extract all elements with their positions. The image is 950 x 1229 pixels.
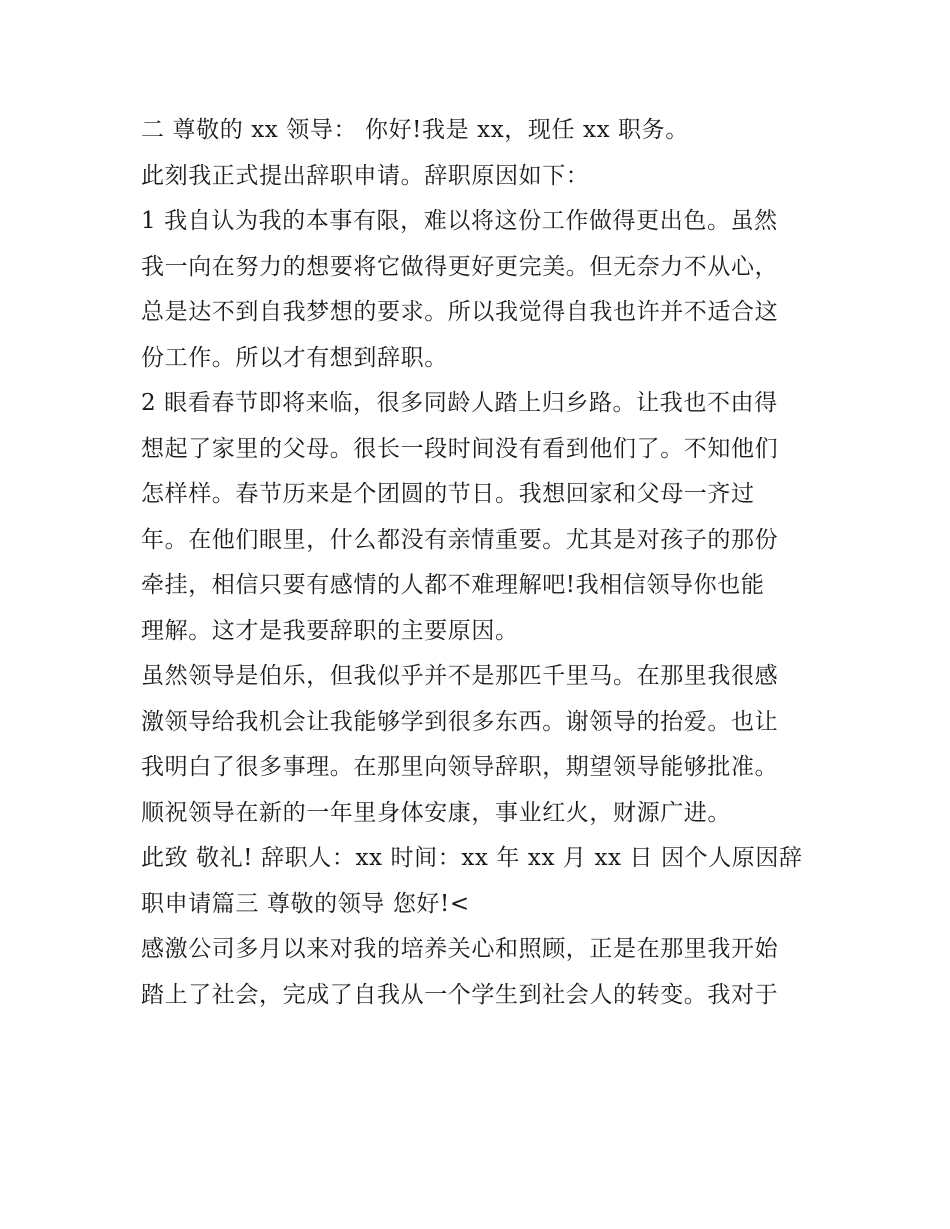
text-line: 怎样样。春节历来是个团圆的节日。我想回家和父母一齐过 [141, 481, 755, 507]
text-line: 二 尊敬的 xx 领导： 你好!我是 xx，现任 xx 职务。 [141, 117, 689, 143]
text-line: 虽然领导是伯乐，但我似乎并不是那匹千里马。在那里我很感 [141, 663, 779, 689]
text-line: 顺祝领导在新的一年里身体安康，事业红火，财源广进。 [141, 799, 731, 826]
text-line: 理解。这才是我要辞职的主要原因。 [141, 617, 519, 644]
text-line: 此致 敬礼! 辞职人：xx 时间：xx 年 xx 月 xx 日 因个人原因辞 [141, 845, 803, 871]
text-line: 职申请篇三 尊敬的领导 您好!< [141, 890, 470, 917]
text-line: 我一向在努力的想要将它做得更好更完美。但无奈力不从心， [141, 253, 779, 280]
text-line: 踏上了社会，完成了自我从一个学生到社会人的转变。我对于 [141, 981, 779, 1008]
text-line: 想起了家里的父母。很长一段时间没有看到他们了。不知他们 [141, 435, 779, 462]
text-line: 激领导给我机会让我能够学到很多东西。谢领导的抬爱。也让 [141, 708, 779, 735]
text-line: 总是达不到自我梦想的要求。所以我觉得自我也许并不适合这 [141, 299, 779, 325]
text-line: 年。在他们眼里，什么都没有亲情重要。尤其是对孩子的那份 [141, 526, 779, 553]
text-line: 此刻我正式提出辞职申请。辞职原因如下： [141, 162, 590, 189]
text-line: 份工作。所以才有想到辞职。 [141, 344, 448, 371]
text-line: 2 眼看春节即将来临，很多同龄人踏上归乡路。让我也不由得 [141, 390, 778, 416]
text-line: 我明白了很多事理。在那里向领导辞职，期望领导能够批准。 [141, 754, 779, 780]
text-line: 牵挂，相信只要有感情的人都不难理解吧!我相信领导你也能 [141, 572, 765, 598]
document-body [141, 108, 821, 1018]
text-line: 感激公司多月以来对我的培养关心和照顾，正是在那里我开始 [141, 936, 779, 962]
text-line: 1 我自认为我的本事有限，难以将这份工作做得更出色。虽然 [141, 208, 778, 234]
